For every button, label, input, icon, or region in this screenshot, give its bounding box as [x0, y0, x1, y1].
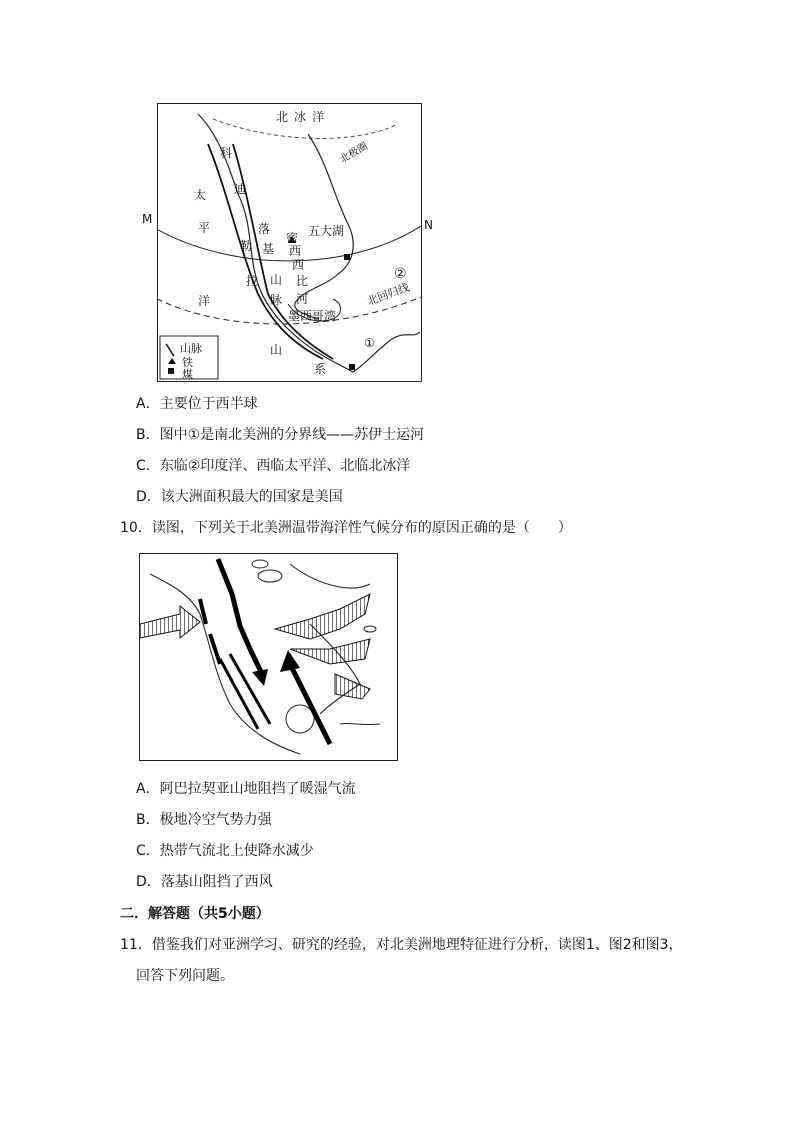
legend-label-mountain: 山脉	[180, 342, 202, 355]
q10-question: 10．读图，下列关于北美洲温带海洋性气候分布的原因正确的是（ ）	[120, 520, 572, 536]
label-cordillera-4: 拉	[246, 274, 259, 288]
climate-airflow-map	[139, 553, 398, 761]
climate-airflow-map-svg	[140, 554, 397, 760]
legend-label-coal: 煤	[182, 368, 193, 381]
cold-air-arrowhead	[252, 669, 268, 686]
west-dash-marks	[200, 599, 220, 664]
label-rockies-3: 山	[270, 273, 283, 287]
label-cordillera-3: 勒	[240, 239, 253, 253]
map2-west-coast	[150, 574, 300, 754]
q11-line-2: 回答下列问题。	[136, 968, 234, 984]
q10-option-c: C．热带气流北上使降水减少	[136, 843, 314, 859]
label-cordillera-2: 迪	[234, 182, 247, 196]
label-mississippi-4: 比	[296, 274, 309, 288]
label-gulf-of-mexico: 墨西哥湾	[288, 309, 337, 323]
label-mississippi-5: 河	[296, 292, 309, 306]
label-pacific-3: 洋	[198, 294, 211, 308]
label-mississippi-2: 西	[289, 244, 302, 258]
map2-island-2	[252, 560, 268, 568]
coal-marker-1	[344, 254, 350, 260]
map2-island-1	[258, 570, 282, 582]
q9-option-c: C．东临②印度洋、西临太平洋、北临北冰洋	[136, 458, 411, 474]
label-arctic-circle: 北极圈	[338, 140, 370, 166]
label-m: M	[142, 212, 153, 226]
label-mississippi-1: 密	[286, 231, 299, 245]
cold-air-arrow	[218, 559, 262, 674]
q11-line-1: 11．借鉴我们对亚洲学习、研究的经验，对北美洲地理特征进行分析，读图1、图2和图3，	[120, 937, 683, 953]
label-mountain-system-2: 系	[314, 362, 327, 376]
legend-coal-symbol	[168, 368, 174, 374]
q10-option-d: D．落基山阻挡了西风	[136, 874, 273, 890]
section-heading: 二．解答题（共5小题）	[120, 906, 270, 922]
atlantic-arrow-1	[275, 594, 370, 639]
map2-island-3	[364, 626, 376, 632]
rocky-lines	[220, 654, 270, 729]
map2-caribbean	[340, 723, 380, 724]
label-pacific-1: 太	[194, 188, 207, 202]
q9-option-a: A．主要位于西半球	[136, 396, 258, 412]
label-pacific-2: 平	[198, 221, 211, 235]
label-marker-2: ②	[394, 266, 407, 282]
north-america-map	[157, 103, 422, 382]
label-mississippi-3: 西	[292, 258, 305, 272]
label-great-lakes: 五大湖	[308, 224, 345, 238]
label-tropic-of-cancer: 北回归线	[365, 280, 412, 309]
label-n: N	[424, 218, 433, 232]
tropical-air-arrowhead	[280, 650, 300, 672]
map2-gulf	[286, 705, 314, 733]
legend-label-iron: 铁	[182, 356, 193, 369]
label-rockies-2: 基	[262, 242, 275, 256]
label-rockies-1: 落	[258, 222, 271, 236]
label-rockies-4: 脉	[270, 293, 283, 307]
label-marker-1: ①	[364, 336, 375, 350]
coal-marker-2	[349, 364, 355, 370]
q10-option-a: A．阿巴拉契亚山地阻挡了暖湿气流	[136, 781, 356, 797]
q10-option-b: B．极地冷空气势力强	[136, 812, 272, 828]
label-mountain-system-1: 山	[270, 343, 283, 357]
label-arctic-ocean: 北冰洋	[276, 110, 331, 124]
q9-option-d: D．该大洲面积最大的国家是美国	[136, 489, 343, 505]
atlantic-arrow-3	[335, 674, 370, 699]
atlantic-arrow-2	[290, 639, 370, 664]
westerly-arrow	[140, 606, 200, 638]
q9-option-b: B．图中①是南北美洲的分界线——苏伊士运河	[136, 427, 425, 443]
label-cordillera-1: 科	[220, 146, 233, 160]
